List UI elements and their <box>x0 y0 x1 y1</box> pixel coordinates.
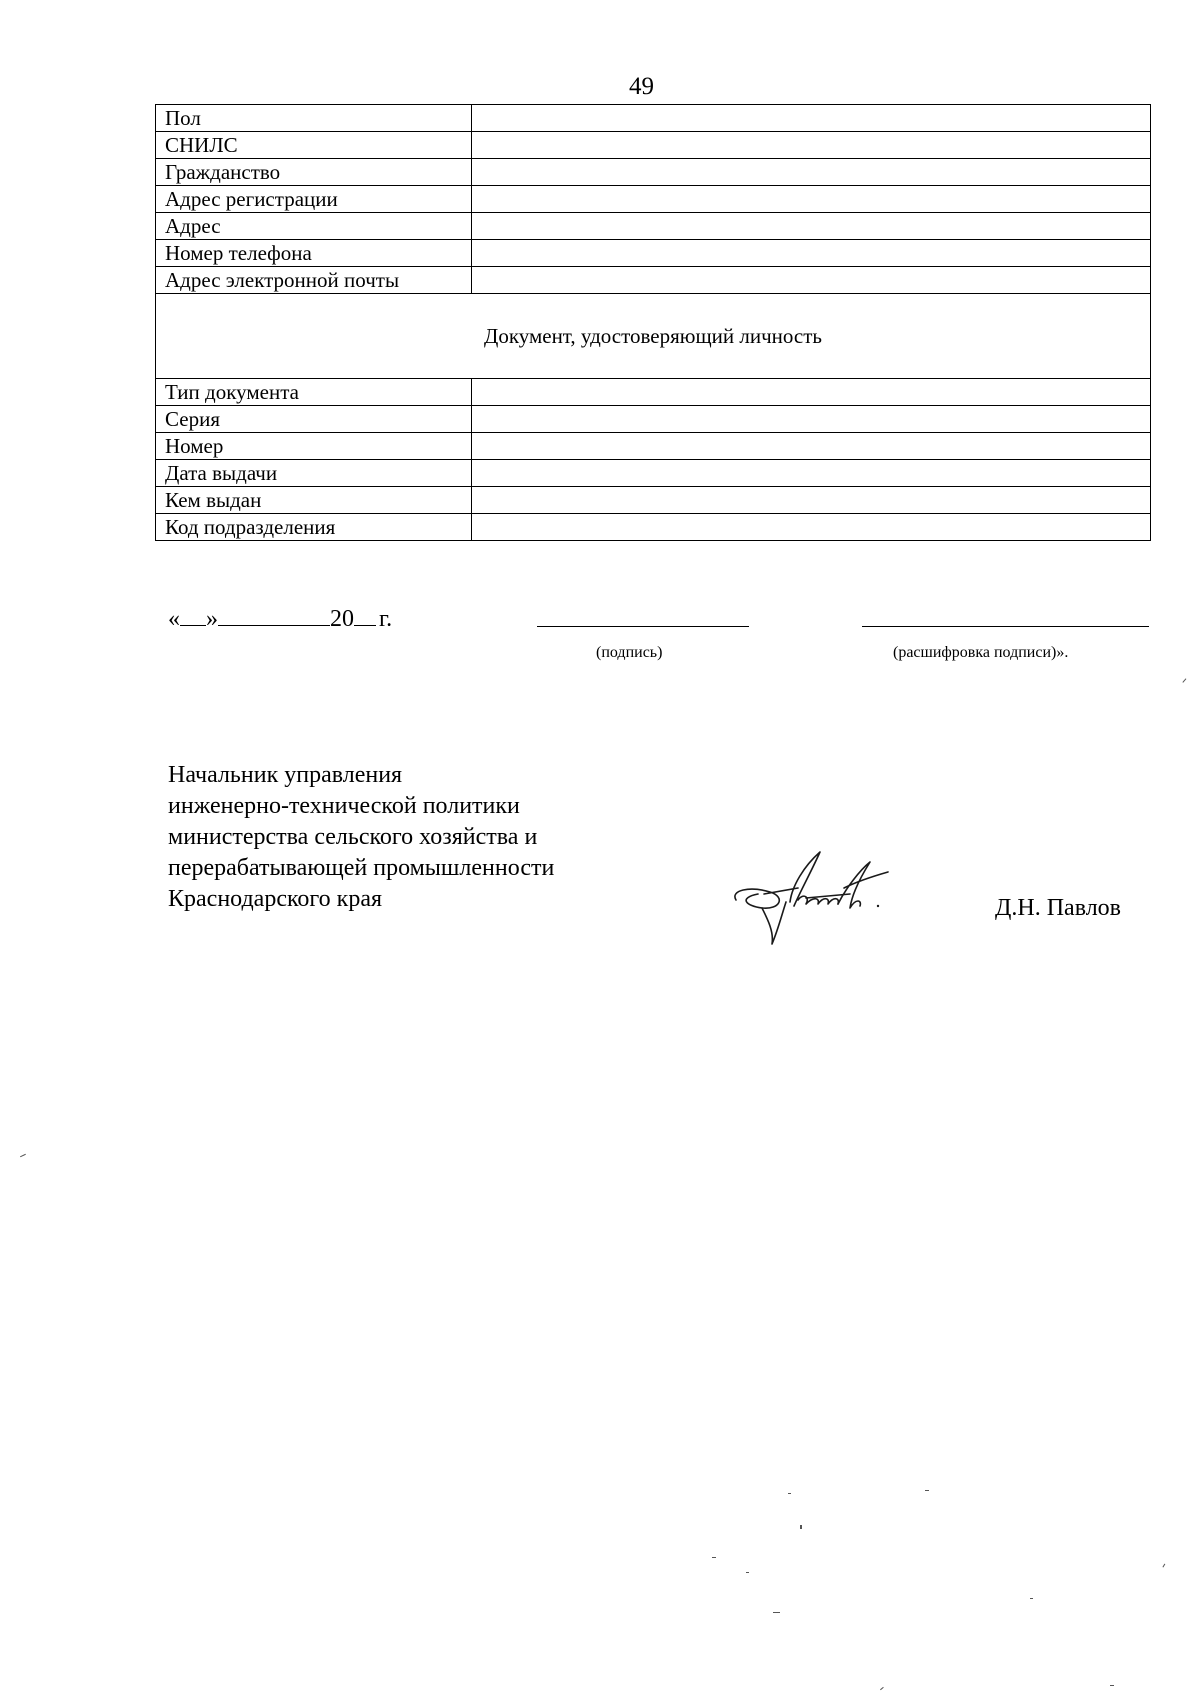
position-line: перерабатывающей промышленности <box>168 855 555 881</box>
scan-speck <box>1182 678 1186 683</box>
row-value-cell <box>472 379 1151 406</box>
decoding-blank-line <box>862 626 1149 627</box>
position-line: инженерно-технической политики <box>168 793 520 819</box>
table-row <box>156 433 1151 460</box>
row-label: Серия <box>156 406 472 433</box>
row-label: Адрес <box>156 213 472 240</box>
table-row <box>156 159 1151 186</box>
row-label: Гражданство <box>156 159 472 186</box>
year-prefix: 20 <box>330 606 354 632</box>
signatory-position <box>168 760 554 915</box>
id-document-section-title: Документ, удостоверяющий личность <box>156 294 1151 379</box>
row-value-cell <box>472 213 1151 240</box>
row-label: Тип документа <box>156 379 472 406</box>
row-label: Кем выдан <box>156 487 472 514</box>
row-value-cell <box>472 267 1151 294</box>
scan-speck <box>712 1557 716 1558</box>
row-label: Номер <box>156 433 472 460</box>
row-value-cell <box>472 159 1151 186</box>
row-value-cell <box>472 433 1151 460</box>
scan-speck <box>1110 1685 1114 1686</box>
table-row <box>156 267 1151 294</box>
row-value-cell <box>472 514 1151 541</box>
year-suffix: г. <box>379 606 393 632</box>
row-value-cell <box>472 487 1151 514</box>
close-quote: » <box>206 606 218 632</box>
date-blank-line <box>168 599 392 634</box>
position-line: Краснодарского края <box>168 886 383 912</box>
table-row <box>156 460 1151 487</box>
decoding-caption: (расшифровка подписи)». <box>893 644 1069 661</box>
position-line: министерства сельского хозяйства и <box>168 824 538 850</box>
scan-speck <box>800 1525 802 1529</box>
signer-name: Д.Н. Павлов <box>995 895 1122 921</box>
scan-speck <box>1162 1564 1165 1568</box>
scan-speck <box>880 1687 884 1691</box>
open-quote: « <box>168 606 180 632</box>
row-value-cell <box>472 186 1151 213</box>
row-value-cell <box>472 406 1151 433</box>
month-blank <box>218 599 330 626</box>
table-row <box>156 240 1151 267</box>
signature-caption: (подпись) <box>596 644 663 661</box>
row-value-cell <box>472 132 1151 159</box>
table-row <box>156 132 1151 159</box>
year-blank <box>354 599 376 626</box>
table-row <box>156 379 1151 406</box>
handwritten-signature-icon <box>728 848 908 948</box>
row-label: Код подразделения <box>156 514 472 541</box>
section-row <box>156 294 1151 379</box>
signature-blank-line <box>537 626 749 627</box>
scan-speck <box>788 1493 791 1494</box>
row-value-cell <box>472 460 1151 487</box>
page-number: 49 <box>629 73 654 100</box>
day-blank <box>180 599 206 626</box>
row-label: Адрес регистрации <box>156 186 472 213</box>
row-label: СНИЛС <box>156 132 472 159</box>
table-row <box>156 186 1151 213</box>
row-label: Пол <box>156 105 472 132</box>
row-value-cell <box>472 240 1151 267</box>
table-row <box>156 514 1151 541</box>
scan-speck <box>746 1572 749 1573</box>
scan-speck <box>925 1490 929 1491</box>
table-row <box>156 105 1151 132</box>
scan-speck <box>773 1612 780 1613</box>
applicant-form-table <box>155 104 1151 541</box>
row-label: Дата выдачи <box>156 460 472 487</box>
row-label: Адрес электронной почты <box>156 267 472 294</box>
table-row <box>156 213 1151 240</box>
position-line: Начальник управления <box>168 762 403 788</box>
table-row <box>156 406 1151 433</box>
row-label: Номер телефона <box>156 240 472 267</box>
row-value-cell <box>472 105 1151 132</box>
scan-speck <box>1030 1598 1033 1599</box>
scan-speck <box>20 1154 26 1158</box>
table-row <box>156 487 1151 514</box>
